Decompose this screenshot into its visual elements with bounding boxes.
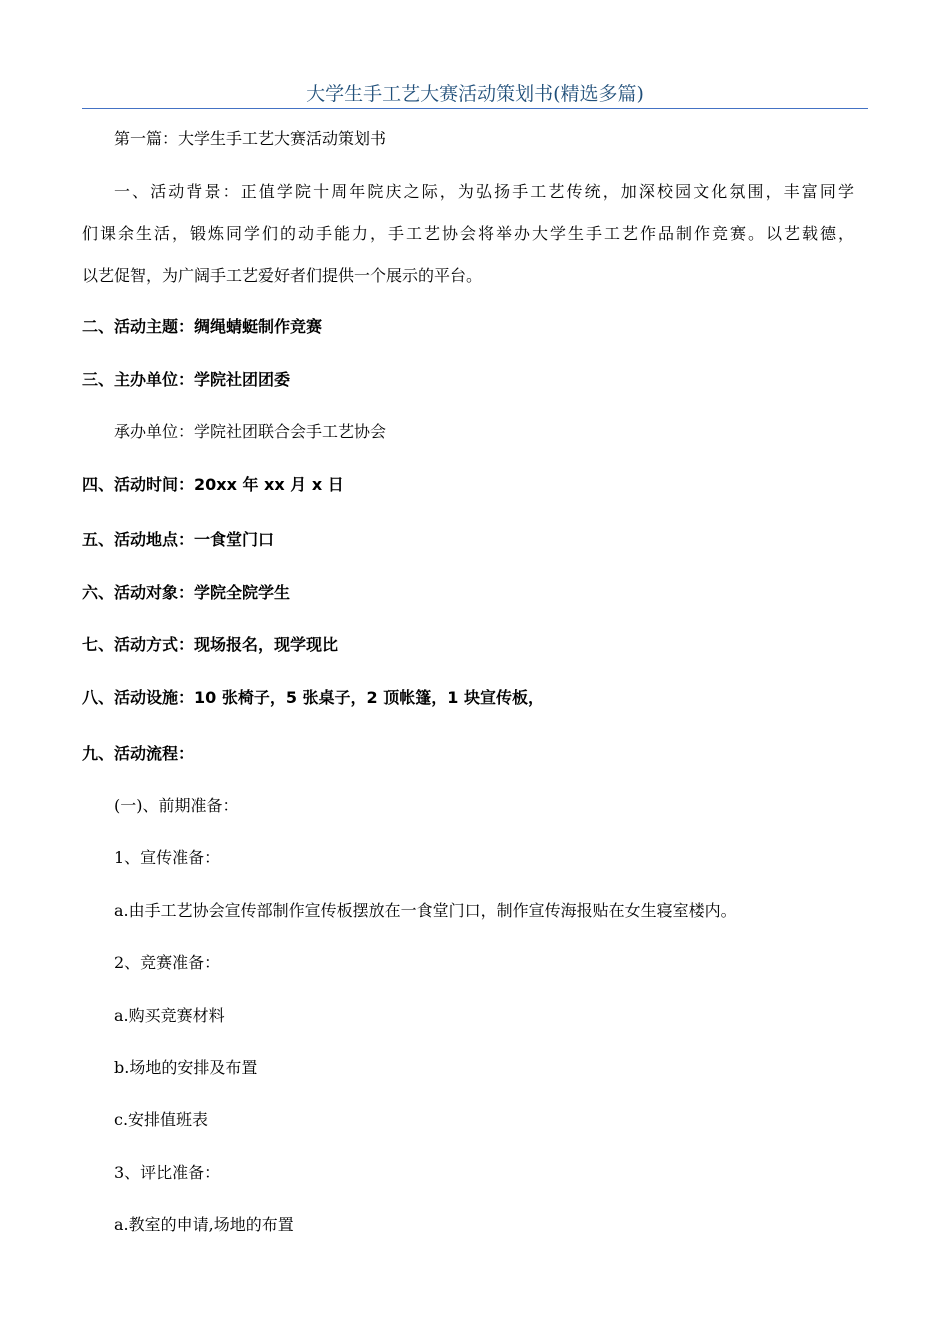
section-audience: 六、活动对象：学院全院学生 bbox=[82, 583, 291, 602]
section-host: 三、主办单位：学院社团团委 bbox=[82, 370, 291, 389]
background-paragraph-line-3: 以艺促智，为广阔手工艺爱好者们提供一个展示的平台。 bbox=[82, 266, 483, 285]
section-time: 四、活动时间：20xx 年 xx 月 x 日 bbox=[82, 475, 344, 494]
title-underline bbox=[82, 108, 868, 109]
competition-item-b: b.场地的安排及布置 bbox=[114, 1058, 258, 1077]
competition-item-a: a.购买竞赛材料 bbox=[114, 1006, 225, 1025]
prep-heading: (一)、前期准备： bbox=[114, 796, 239, 815]
judging-item-a: a.教室的申请,场地的布置 bbox=[114, 1215, 294, 1234]
publicity-item-a: a.由手工艺协会宣传部制作宣传板摆放在一食堂门口，制作宣传海报贴在女生寝室楼内。 bbox=[114, 901, 737, 920]
judging-heading: 3、评比准备： bbox=[114, 1163, 221, 1182]
background-paragraph-line-2: 们课余生活，锻炼同学们的动手能力，手工艺协会将举办大学生手工艺作品制作竞赛。以艺载德， bbox=[82, 224, 854, 243]
section-location: 五、活动地点：一食堂门口 bbox=[82, 530, 275, 549]
section-process: 九、活动流程： bbox=[82, 744, 195, 763]
section-facilities: 八、活动设施：10 张椅子，5 张桌子，2 顶帐篷，1 块宣传板， bbox=[82, 688, 544, 707]
document-title: 大学生手工艺大赛活动策划书(精选多篇) bbox=[306, 83, 644, 105]
competition-heading: 2、竞赛准备： bbox=[114, 953, 221, 972]
organizer-line: 承办单位：学院社团联合会手工艺协会 bbox=[114, 422, 387, 441]
section-method: 七、活动方式：现场报名，现学现比 bbox=[82, 635, 339, 654]
competition-item-c: c.安排值班表 bbox=[114, 1110, 209, 1129]
part-heading: 第一篇：大学生手工艺大赛活动策划书 bbox=[114, 129, 387, 148]
section-theme: 二、活动主题：绸绳蜻蜓制作竞赛 bbox=[82, 317, 323, 336]
background-paragraph-line-1: 一、活动背景：正值学院十周年院庆之际，为弘扬手工艺传统，加深校园文化氛围，丰富同学 bbox=[114, 182, 854, 201]
publicity-heading: 1、宣传准备： bbox=[114, 848, 221, 867]
